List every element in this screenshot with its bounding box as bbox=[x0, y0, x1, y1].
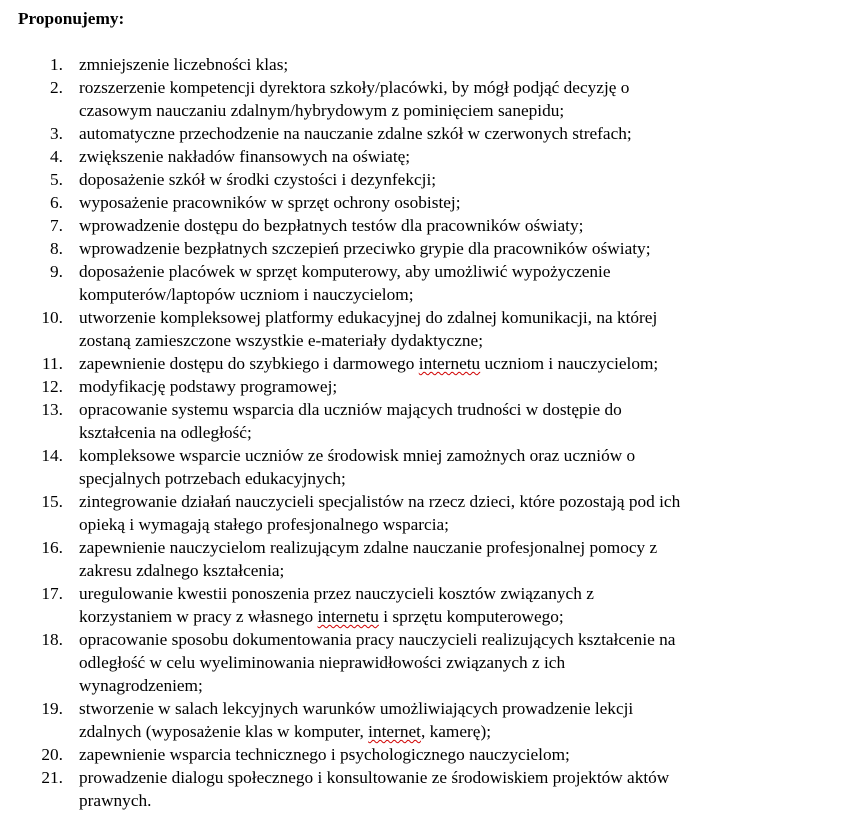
list-item-number: 18. bbox=[41, 630, 63, 649]
list-item-line: zostaną zamieszczone wszystkie e-materiały dydaktyczne; bbox=[79, 331, 483, 350]
list-item-line: wprowadzenie bezpłatnych szczepień przeciwko grypie dla pracowników oświaty; bbox=[79, 239, 651, 258]
list-item-line bbox=[79, 605, 802, 628]
list-item bbox=[0, 237, 842, 260]
list-item bbox=[0, 168, 842, 191]
list-item bbox=[0, 214, 842, 237]
list-item bbox=[0, 53, 842, 76]
list-item-line: zintegrowanie działań nauczycieli specjalistów na rzecz dzieci, które pozostają pod ich bbox=[79, 492, 681, 511]
list-item-number: 9. bbox=[50, 262, 63, 281]
list-item-line: wprowadzenie dostępu do bezpłatnych testów dla pracowników oświaty; bbox=[79, 216, 584, 235]
list-item-line: prowadzenie dialogu społecznego i konsultowanie ze środowiskiem projektów aktów bbox=[79, 768, 670, 787]
list-item bbox=[0, 743, 842, 766]
list-item-line: zmniejszenie liczebności klas; bbox=[79, 55, 289, 74]
list-item-number: 4. bbox=[50, 147, 63, 166]
list-item-line: modyfikację podstawy programowej; bbox=[79, 377, 338, 396]
spellcheck-word: internetu bbox=[317, 607, 379, 626]
list-item-number: 17. bbox=[41, 584, 63, 603]
list-item-number: 10. bbox=[41, 308, 63, 327]
text-segment: i sprzętu komputerowego; bbox=[378, 607, 564, 626]
list-item-line: opieką i wymagają stałego profesjonalnego wsparcia; bbox=[79, 515, 449, 534]
list-item-line: stworzenie w salach lekcyjnych warunków umożliwiających prowadzenie lekcji bbox=[79, 699, 634, 718]
list-item-line: zwiększenie nakładów finansowych na oświatę; bbox=[79, 147, 411, 166]
list-item-line: odległość w celu wyeliminowania nieprawidłowości związanych z ich bbox=[79, 653, 566, 672]
list-item-number: 6. bbox=[50, 193, 63, 212]
list-item bbox=[0, 76, 842, 122]
list-item-line: zakresu zdalnego kształcenia; bbox=[79, 561, 285, 580]
list-item-line: opracowanie systemu wsparcia dla uczniów mających trudności w dostępie do bbox=[79, 400, 622, 419]
list-item-line bbox=[79, 352, 802, 375]
list-item-number: 8. bbox=[50, 239, 63, 258]
list-item-number: 1. bbox=[50, 55, 63, 74]
text-segment: uczniom i nauczycielom; bbox=[480, 354, 659, 373]
list-item bbox=[0, 191, 842, 214]
spellcheck-word: internetu bbox=[418, 354, 481, 373]
list-item-line: kształcenia na odległość; bbox=[79, 423, 252, 442]
list-item-line: wynagrodzeniem; bbox=[79, 676, 203, 695]
list-item bbox=[0, 260, 842, 306]
list-item-line: specjalnych potrzebach edukacyjnych; bbox=[79, 469, 346, 488]
list-item bbox=[0, 398, 842, 444]
list-item-number: 5. bbox=[50, 170, 63, 189]
list-item-number: 11. bbox=[42, 354, 63, 373]
proposal-list bbox=[0, 53, 842, 812]
list-item-number: 16. bbox=[41, 538, 63, 557]
list-item-number: 13. bbox=[41, 400, 63, 419]
list-item bbox=[0, 582, 842, 628]
list-item-line: automatyczne przechodzenie na nauczanie zdalne szkół w czerwonych strefach; bbox=[79, 124, 632, 143]
text-segment: korzystaniem w pracy z własnego bbox=[79, 607, 318, 626]
list-item-line: uregulowanie kwestii ponoszenia przez nauczycieli kosztów związanych z bbox=[79, 584, 594, 603]
list-item-number: 14. bbox=[41, 446, 63, 465]
list-item-line: zapewnienie nauczycielom realizującym zdalne nauczanie profesjonalnej pomocy z bbox=[79, 538, 658, 557]
list-item-line: rozszerzenie kompetencji dyrektora szkoły/placówki, by mógł podjąć decyzję o bbox=[79, 78, 630, 97]
list-item-line: prawnych. bbox=[79, 791, 152, 810]
list-item bbox=[0, 490, 842, 536]
list-item bbox=[0, 628, 842, 697]
list-item-line: doposażenie placówek w sprzęt komputerowy, aby umożliwić wypożyczenie bbox=[79, 262, 611, 281]
list-item-line: doposażenie szkół w środki czystości i dezynfekcji; bbox=[79, 170, 437, 189]
heading: Proponujemy: bbox=[18, 9, 125, 28]
list-item-line: zapewnienie wsparcia technicznego i psychologicznego nauczycielom; bbox=[79, 745, 570, 764]
list-item-number: 3. bbox=[50, 124, 63, 143]
list-item bbox=[0, 444, 842, 490]
list-item-number: 20. bbox=[41, 745, 63, 764]
list-item-line: czasowym nauczaniu zdalnym/hybrydowym z pominięciem sanepidu; bbox=[79, 101, 565, 120]
list-item bbox=[0, 697, 842, 743]
list-item bbox=[0, 375, 842, 398]
list-item bbox=[0, 352, 842, 375]
text-segment: zdalnych (wyposażenie klas w komputer, bbox=[79, 722, 369, 741]
list-item bbox=[0, 145, 842, 168]
list-item bbox=[0, 122, 842, 145]
list-item-number: 21. bbox=[41, 768, 63, 787]
list-item-line: opracowanie sposobu dokumentowania pracy nauczycieli realizujących kształcenie na bbox=[79, 630, 676, 649]
list-item-line bbox=[79, 720, 802, 743]
list-item-line: kompleksowe wsparcie uczniów ze środowisk mniej zamożnych oraz uczniów o bbox=[79, 446, 636, 465]
list-item-line: utworzenie kompleksowej platformy edukacyjnej do zdalnej komunikacji, na której bbox=[79, 308, 658, 327]
list-item-number: 2. bbox=[50, 78, 63, 97]
list-item-line: wyposażenie pracowników w sprzęt ochrony osobistej; bbox=[79, 193, 461, 212]
list-item bbox=[0, 536, 842, 582]
list-item-line: komputerów/laptopów uczniom i nauczycielom; bbox=[79, 285, 414, 304]
list-item-number: 7. bbox=[50, 216, 63, 235]
text-segment: zapewnienie dostępu do szybkiego i darmowego bbox=[79, 354, 419, 373]
text-segment: , kamerę); bbox=[420, 722, 491, 741]
list-item bbox=[0, 766, 842, 812]
list-item-number: 15. bbox=[41, 492, 63, 511]
list-item bbox=[0, 306, 842, 352]
spellcheck-word: internet bbox=[368, 722, 421, 741]
list-item-number: 12. bbox=[41, 377, 63, 396]
list-item-number: 19. bbox=[41, 699, 63, 718]
